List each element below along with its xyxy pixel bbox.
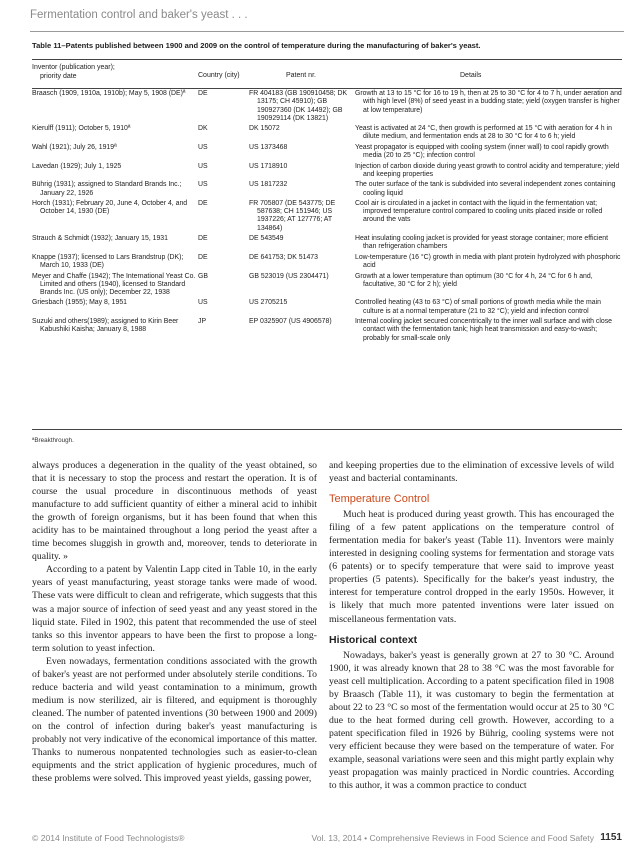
cell-details [355,163,622,182]
cell-details [355,318,622,345]
cell-inventor-text: Braasch (1909, 1910a, 1910b); May 5, 1908 (DE)ª [32,90,186,97]
cell-country-text: DE [198,90,208,97]
cell-patent [249,318,355,345]
cell-details [355,181,622,200]
cell-country [198,299,249,318]
cell-inventor-text: Wahl (1921); July 26, 1919ª [32,143,117,151]
cell-country [198,144,249,163]
body-paragraph: Even nowadays, fermentation conditions associated with the growth of baker's yeast are not performed under absolutely sterile conditions. To reduce bacteria and wild yeast contamination to a minimum, growth medium is now sterilized, air is filtered, and equipment is thoroughly cleaned. The number of patented inventions (30 between 1900 and 2009) on the control of infection during baker's yeast manufacturing is probably not very indicative of the economical importance of this matter. Thanks to numerous nonpatented technologies such as easier-to-clean equipments and the strict application of hygienic procedures, much of these problems were solved. This improved yeast yields, gassing power, [32,655,317,785]
cell-country [198,181,249,200]
cell-patent-text: DE 641753; DK 51473 [249,253,318,261]
cell-inventor [32,235,198,254]
cell-details [355,90,622,125]
cell-details-text: Low-temperature (16 °C) growth in media with plant protein hydrolyzed with phosphoric acid [355,253,621,270]
table-row [32,299,622,318]
cell-inventor-text: Horch (1931); February 20, June 4, October 4, and October 14, 1930 (DE) [32,199,188,216]
patents-table [32,90,622,345]
cell-details [355,273,622,300]
cell-inventor [32,200,198,235]
table-bottom-rule [32,429,622,430]
cell-details-text: Injection of carbon dioxide during yeast growth to control acidity and temperature; yield and keeping properties [355,162,620,178]
cell-country-text: GB [198,272,208,280]
left-column [32,459,317,785]
cell-patent-text: FR 404183 (GB 190910458; DK 13175; CH 45910); GB 190927360 (DK 14492); GB 190929114 (DK 13821) [249,90,348,122]
table-footnote: ªBreakthrough. [32,437,74,444]
cell-inventor-text: Kierulff (1911); October 5, 1910ª [32,125,131,133]
cell-details [355,200,622,235]
cell-inventor [32,90,198,125]
cell-patent-text: DK 15072 [249,125,280,133]
cell-country-text: US [198,299,208,307]
cell-details-text: Yeast is activated at 24 °C, then growth is performed at 15 °C with aeration for 4 h in dilute medium, and fermentation ends at 28 to 30 °C for 4 to 6 h; yield [355,125,612,141]
cell-patent-text: US 1718910 [249,162,288,170]
header-inventor [32,64,115,81]
table-row [32,125,622,144]
cell-details-text: Heat insulating cooling jacket is provided for yeast storage container; more efficient than refrigeration chambers [355,235,609,251]
cell-inventor-text: Bührig (1931); assigned to Standard Brands Inc.; January 22, 1926 [32,181,182,197]
table-header-rule [32,88,622,89]
table-row [32,318,622,345]
cell-patent-text: FR 705807 (DE 543775; DE 587638; CH 151946; US 1937226; AT 127776; AT 134864) [249,199,336,232]
cell-country-text: US [198,181,208,189]
cell-patent [249,200,355,235]
cell-inventor-text: Griesbach (1955); May 8, 1951 [32,299,127,307]
cell-inventor [32,144,198,163]
cell-inventor [32,181,198,200]
right-column [329,459,614,792]
cell-country [198,163,249,182]
body-paragraph: Much heat is produced during yeast growth. This has encouraged the filing of a few patent applications on the temperature control of fermentation media for baker's yeast (Table 11). Inventors were mainly interested in designing cooling systems for fermentation and storage vats (6 patents) or to specify temperature that were said to improve yeast properties (5 patents). Specifically for the baker's yeast industry, the interest for temperature control dropped in the early 1950s. However, it is likely that much more patented inventions were later issued on miscellaneous fermentation vats. [329,509,614,625]
cell-details [355,125,622,144]
cell-details-text: Growth at 13 to 15 °C for 16 to 19 h, then at 25 to 30 °C for 4 to 7 h, under aeration and with high level (8%) of seed yeast in a budding state; yield (oxygen transfer is higher at low temperature) [355,90,622,114]
cell-inventor [32,273,198,300]
cell-details-text: Cool air is circulated in a jacket in contact with the liquid in the fermentation vat; improved temperature control compared to cooling units placed inside or rolled around the vats [355,199,603,224]
cell-country [198,90,249,125]
cell-country-text: US [198,143,208,151]
cell-inventor [32,318,198,345]
header-details: Details [460,72,482,79]
cell-patent [249,181,355,200]
cell-inventor-text: Meyer and Chaffe (1942); The International Yeast Co. Limited and others (1940), licensed to Standard Brands Inc. (US only); December 22, 1938 [32,272,196,296]
cell-patent-text: DE 543549 [249,235,284,243]
cell-details-text: The outer surface of the tank is subdivided into several independent zones containing cooling liquid [355,181,616,197]
cell-country [198,235,249,254]
table-row [32,273,622,300]
cell-details-text: Internal cooling jacket secured concentrically to the inner wall surface and with close contact with the fermentation tank; high heat transmission and easy-to-wash; probably for small-scale only [355,318,613,342]
footer-copyright: © 2014 Institute of Food Technologists® [32,833,185,843]
table-row [32,181,622,200]
cell-country-text: DE [198,235,208,243]
cell-patent [249,144,355,163]
cell-patent [249,235,355,254]
cell-patent [249,299,355,318]
cell-country-text: US [198,162,208,170]
table-header [32,62,622,86]
cell-inventor-text: Lavedan (1929); July 1, 1925 [32,162,122,170]
table-row [32,235,622,254]
header-inventor-line2: priority date [40,72,77,80]
table-top-rule [32,59,622,60]
cell-details-text: Yeast propagator is equipped with cooling system (inner wall) to cool rapidly growth media (20 to 25 °C); infection control [355,143,609,160]
cell-country-text: DE [198,199,208,207]
cell-inventor [32,254,198,273]
cell-country [198,273,249,300]
cell-details [355,299,622,318]
cell-patent [249,163,355,182]
cell-country-text: DK [198,125,208,133]
cell-details [355,144,622,163]
table-row [32,254,622,273]
cell-inventor [32,299,198,318]
table-row [32,90,622,125]
cell-details [355,254,622,273]
cell-inventor-text: Strauch & Schmidt (1932); January 15, 1931 [32,235,168,243]
cell-patent-text: EP 0325907 (US 4906578) [249,318,332,326]
cell-country [198,318,249,345]
cell-patent-text: US 1817232 [249,181,288,189]
body-paragraph: always produces a degeneration in the quality of the yeast obtained, so that it is necessary to stop the process and restart the operation. It is of course the usual procedure in discontinuous methods of yeast manufacture to add sufficient quantity of either a mineral acid to inhibit the growth of foreign organisms, but it has been found that when this acidity has to be maintained throughout a long period the yeast after a time becomes sluggish in growth and, moreover, tends to deteriorate in quality. » [32,460,317,563]
page-number: 1151 [600,832,622,843]
body-paragraph: Nowadays, baker's yeast is generally grown at 27 to 30 °C. Around 1900, it was already known that 28 to 38 °C was the most favorable for yeast cell multiplication. According to a patent specification filed in 1908 by Braasch (Table 11), it was customary to begin the fermentation at about 22 to 23 °C so most of the fermentation would occur at 25 to 30 °C due to the heat formed during cell growth. However, according to a patent specification filed in 1926 by Bührig, cooling systems were not very efficient because they were based on the temperature of water. For example, seasonal variations were seen and this might partly explain why yeast propagation was mainly practiced in Nordic countries. According to this author, it was a common practice to conduct [329,649,614,792]
section-heading: Temperature Control [329,493,430,506]
cell-patent-text: US 2705215 [249,299,288,307]
body-paragraph: and keeping properties due to the elimination of excessive levels of wild yeast and bacterial contaminants. [329,460,614,485]
header-patent: Patent nr. [286,72,316,79]
cell-patent [249,254,355,273]
cell-patent [249,273,355,300]
table-row [32,144,622,163]
footer-journal: Vol. 13, 2014 • Comprehensive Reviews in Food Science and Food Safety [311,833,594,843]
cell-country-text: JP [198,318,207,326]
cell-inventor-text: Knappe (1937); licensed to Lars Brandstrup (DK); March 10, 1933 (DE) [32,253,184,270]
cell-country [198,125,249,144]
running-head: Fermentation control and baker's yeast . . . [30,9,248,21]
subsection-heading: Historical context [329,633,418,646]
cell-inventor [32,125,198,144]
header-divider [30,31,624,32]
table-caption: Table 11–Patents published between 1900 and 2009 on the control of temperature during the manufacturing of baker's yeast. [32,41,481,50]
cell-country [198,254,249,273]
header-country: Country (city) [198,72,240,79]
cell-patent [249,125,355,144]
cell-patent-text: US 1373468 [249,143,288,151]
cell-details-text: Growth at a lower temperature than optimum (30 °C for 4 h, 24 °C for 6 h and, facultative, 30 °C for 2 h); yield [355,272,593,288]
cell-details [355,235,622,254]
cell-patent-text: GB 523019 (US 2304471) [249,272,329,280]
table-row [32,163,622,182]
table-row [32,200,622,235]
cell-country-text: DE [198,253,208,261]
cell-patent [249,90,355,125]
cell-details-text: Controlled heating (43 to 63 °C) of small portions of growth media while the main culture is at a normal temperature (21 to 32 °C); yield and infection control [355,299,601,315]
cell-country [198,200,249,235]
body-paragraph: According to a patent by Valentin Lapp cited in Table 10, in the early years of yeast manufacturing, yeast storage tanks were made of wood. These vats were difficult to clean and refrigerate, which suggests that this was a major source of infection of seed yeast and any yeast stored in the liquid state. Filed in 1902, this patent that recommended the use of steel tanks so this inventor appears to have been the first to propose a long-term solution to yeast infection. [32,564,317,654]
cell-inventor [32,163,198,182]
header-inventor-line1: Inventor (publication year); [32,64,115,71]
cell-inventor-text: Suzuki and others(1989); assigned to Kirin Beer Kabushiki Kaisha; January 8, 1988 [32,318,179,334]
